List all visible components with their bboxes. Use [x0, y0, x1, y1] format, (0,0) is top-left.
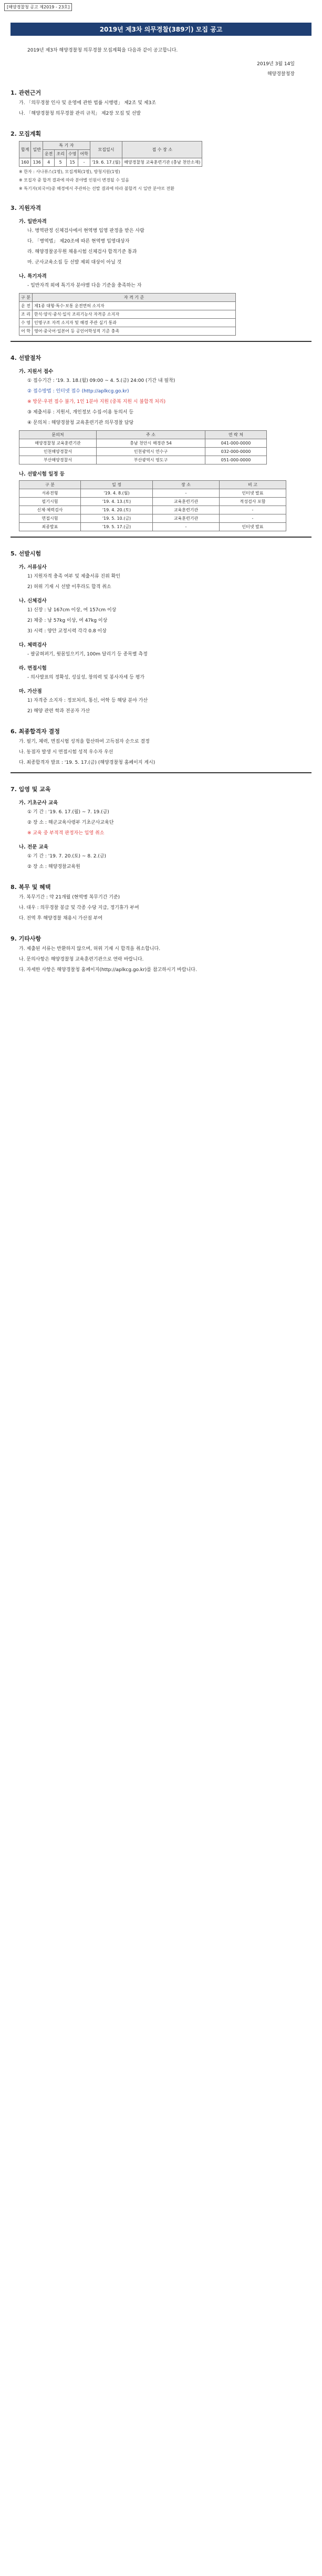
table-header: 주 소 [97, 431, 205, 439]
subsection-title: 나. 선발시험 일정 등 [19, 471, 65, 477]
list-item: 가. 제출된 서류는 반환하지 않으며, 허위 기재 시 합격을 취소합니다. [19, 946, 161, 952]
list-item: 가. 「의무경찰 인사 및 운영에 관한 법률 시행령」 제2조 및 제3조 [19, 100, 156, 106]
section-title: 3. 지원자격 [11, 205, 41, 211]
list-item: 다. 「병역법」 제20조에 따른 현역병 입영대상자 [27, 239, 130, 244]
table-row [19, 489, 286, 498]
table-cell: 인터넷 발표 [220, 523, 286, 531]
section-title: 9. 기타사항 [11, 935, 41, 942]
table-header: 일반 [31, 142, 43, 158]
table-header: 수영 [66, 150, 78, 158]
table-header: 특 기 자 [43, 142, 90, 150]
subsection-title: 다. 체력검사 [19, 642, 47, 648]
notice-number: [해양경찰청 공고 제2019 - 23호] [4, 3, 72, 11]
section-title: 2. 모집계획 [11, 130, 41, 137]
list-item: 마. 군사교육소집 등 선발 제외 대상이 아닐 것 [27, 260, 122, 265]
divider [11, 772, 311, 773]
list-item: ① 기 간 : '19. 7. 20.(토) ~ 8. 2.(금) [27, 854, 107, 859]
table-cell: 4 [43, 158, 54, 167]
list-item: ※ 교육 중 부적격 판정자는 입영 취소 [27, 831, 105, 836]
table-header: 비 고 [220, 481, 286, 489]
table-cell: 051-000-0000 [205, 456, 267, 464]
list-item: ① 접수기간 : '19. 3. 18.(월) 09:00 ~ 4. 5.(금) 24:00 (기간 내 필착) [27, 378, 175, 383]
table-cell: 한식·양식·중식·일식 조리기능사 자격증 소지자 [33, 310, 236, 319]
table-cell: 교육훈련기관 [153, 506, 220, 514]
section-title: 1. 관련근거 [11, 89, 41, 96]
table-row [19, 448, 267, 456]
list-item: 다. 최종합격자 발표 : '19. 5. 17.(금) (해양경찰청 홈페이지 게시) [19, 760, 155, 765]
subsection-title: 가. 지원서 접수 [19, 369, 54, 375]
table-cell: 부산광역시 영도구 [97, 456, 205, 464]
list-item: ② 장 소 : 해양경찰교육원 [27, 864, 80, 870]
list-item: ① 기 간 : '19. 6. 17.(월) ~ 7. 19.(금) [27, 810, 109, 815]
table-cell: 5 [55, 158, 66, 167]
table-header: 구 분 [19, 481, 81, 489]
subsection-title: 마. 가산점 [19, 689, 42, 694]
list-item: 1) 신장 : 남 167cm 이상, 여 157cm 이상 [27, 608, 117, 613]
table-cell: 서류전형 [19, 489, 81, 498]
table-cell: 032-000-0000 [205, 448, 267, 456]
list-item: 다. 전역 후 해양경찰 채용시 가산점 부여 [19, 916, 103, 921]
list-item: 2) 허위 기재 시 선발 이후라도 합격 취소 [27, 584, 111, 590]
table-cell: 적성검사 포함 [220, 498, 286, 506]
table-cell: - [78, 158, 90, 167]
table-header: 구 분 [19, 294, 33, 302]
table-cell: 충남 천안시 해경관 54 [97, 439, 205, 448]
divider [11, 537, 311, 538]
table-cell: 160 [19, 158, 31, 167]
schedule-table [19, 480, 286, 531]
table-row [19, 514, 286, 523]
table-header: 어학 [78, 150, 90, 158]
subsection-title: 라. 면접시험 [19, 665, 47, 671]
subsection-title: 나. 신체검사 [19, 598, 47, 604]
list-item: - 의사발표의 정확성, 성실성, 창의력 및 봉사자세 등 평가 [27, 675, 145, 680]
list-item: - 팔굽혀펴기, 윗몸일으키기, 100m 달리기 등 종목별 측정 [27, 652, 148, 657]
table-cell: 041-000-0000 [205, 439, 267, 448]
notice-date: 2019년 3월 14일 [257, 62, 295, 67]
table-cell: 136 [31, 158, 43, 167]
section-title: 5. 선발시험 [11, 550, 41, 557]
table-cell: '19. 5. 10.(금) [81, 514, 153, 523]
table-header: 합계 [19, 142, 31, 158]
table-cell: - [220, 514, 286, 523]
list-item: 나. 문의사항은 해양경찰청 교육훈련기관으로 연락 바랍니다. [19, 957, 144, 962]
table-cell: '19. 6. 17.(월) [90, 158, 122, 167]
table-cell: 최종발표 [19, 523, 81, 531]
table-cell: 어 학 [19, 327, 33, 336]
table-cell: - [153, 489, 220, 498]
list-item: 2) 해양 관련 학과 전공자 가산 [27, 709, 90, 714]
list-item: 나. 동점자 발생 시 면접시험 성적 우수자 우선 [19, 750, 113, 755]
table-header: 장 소 [153, 481, 220, 489]
table-header: 연 락 처 [205, 431, 267, 439]
table-cell: 운 전 [19, 302, 33, 310]
note: ※ 한자 : 사나뷰스(1명), 모집계획(1명), 방청지원(1명) [19, 169, 120, 174]
section-title: 6. 최종합격자 결정 [11, 728, 60, 735]
list-item: 나. 병역판정 신체검사에서 현역병 입영 판정을 받은 사람 [27, 228, 144, 234]
list-item: 나. 대우 : 의무경찰 봉급 및 각종 수당 지급, 정기휴가 부여 [19, 905, 139, 911]
list-item: ④ 문의처 : 해양경찰청 교육훈련기관 의무경찰 담당 [27, 420, 134, 426]
table-header: 운전 [43, 150, 54, 158]
table-row [19, 310, 236, 319]
table-row [19, 523, 286, 531]
list-item: - 일반자격 외에 특기자 분야별 다음 기준을 충족하는 자 [27, 283, 142, 288]
special-qualification-table [19, 293, 236, 336]
table-row [19, 498, 286, 506]
table-row [19, 302, 236, 310]
table-cell: 신체·체력검사 [19, 506, 81, 514]
subsection-title: 가. 서류심사 [19, 564, 47, 570]
list-item: 3) 시력 : 양안 교정시력 각각 0.8 이상 [27, 629, 107, 634]
table-cell: 조 리 [19, 310, 33, 319]
list-item: ② 장 소 : 해군교육사령부 기초군사교육단 [27, 820, 114, 825]
table-cell: 인터넷 발표 [220, 489, 286, 498]
page-title: 2019년 제3차 의무경찰(389기) 모집 공고 [11, 23, 311, 36]
table-row [19, 439, 267, 448]
table-header: 자 격 기 준 [33, 294, 236, 302]
table-cell: 영어·중국어·일본어 등 공인어학성적 기준 충족 [33, 327, 236, 336]
recruit-table [19, 141, 202, 167]
list-item: 가. 필기, 체력, 면접시험 성적을 합산하여 고득점자 순으로 결정 [19, 739, 150, 744]
table-cell: 수 영 [19, 319, 33, 327]
note: ※ 모집자 중 합격 결과에 따라 분야별 인원이 변경될 수 있음 [19, 178, 129, 183]
table-cell: '19. 5. 17.(금) [81, 523, 153, 531]
list-item: 1) 자격증 소지자 : 정보처리, 통신, 어학 등 해당 분야 가산 [27, 698, 148, 703]
table-cell: 인명구조 자격 소지자 및 해경 주관 실기 통과 [33, 319, 236, 327]
table-header: 모집일시 [90, 142, 122, 158]
list-item: 라. 해양경찰공무원 채용시험 신체검사 합격기준 통과 [27, 249, 137, 255]
table-row [19, 158, 202, 167]
subsection-title: 가. 기초군사 교육 [19, 800, 58, 806]
table-cell: 인천해양경찰서 [19, 448, 97, 456]
table-cell: 해양경찰청 교육훈련기관 [19, 439, 97, 448]
table-row [19, 319, 236, 327]
table-cell: 제1종 대형·특수·보통 운전면허 소지자 [33, 302, 236, 310]
table-header: 접 수 장 소 [122, 142, 202, 158]
table-cell: '19. 4. 20.(토) [81, 506, 153, 514]
section-title: 7. 입영 및 교육 [11, 786, 51, 793]
table-cell: 인천광역시 연수구 [97, 448, 205, 456]
table-header: 일 정 [81, 481, 153, 489]
table-row [19, 327, 236, 336]
list-item: 1) 지원자격 충족 여부 및 제출서류 진위 확인 [27, 574, 121, 579]
table-cell: - [153, 523, 220, 531]
subsection-title: 나. 전문 교육 [19, 844, 49, 850]
contact-table [19, 430, 267, 464]
list-item: 가. 복무기간 : 약 21개월 (현역병 복무기간 기준) [19, 895, 120, 900]
table-cell: 면접시험 [19, 514, 81, 523]
list-item: 다. 자세한 사항은 해양경찰청 홈페이지(http://aplkcg.go.kr)를 참고하시기 바랍니다. [19, 967, 197, 973]
list-item: ② 접수방법 : 인터넷 접수 (http://aplkcg.go.kr) [27, 389, 129, 394]
list-item: ※ 방문·우편 접수 불가, 1인 1분야 지원 (중복 지원 시 불합격 처리) [27, 399, 166, 405]
list-item: ③ 제출서류 : 지원서, 개인정보 수집·이용 동의서 등 [27, 410, 134, 415]
list-item: 나. 「해양경찰청 의무경찰 관리 규칙」 제2장 모집 및 선발 [19, 111, 141, 116]
note: ※ 특기자(외국어)중 해경에서 주관하는 선발 결과에 따라 불합격 시 일반 분야로 전환 [19, 186, 174, 191]
table-cell: 15 [66, 158, 78, 167]
subsection-title: 나. 특기자격 [19, 274, 47, 279]
section-title: 4. 선발절차 [11, 355, 41, 361]
table-header: 문의처 [19, 431, 97, 439]
table-cell: 교육훈련기관 [153, 514, 220, 523]
list-item: 2) 체중 : 남 57kg 이상, 여 47kg 이상 [27, 618, 108, 623]
table-cell: 필기시험 [19, 498, 81, 506]
intro-text: 2019년 제3차 해양경찰청 의무경찰 모집계획을 다음과 같이 공고합니다. [27, 48, 178, 53]
subsection-title: 가. 일반자격 [19, 219, 47, 225]
table-cell: 해양경찰청 교육훈련기관 (충남 천안소재) [122, 158, 202, 167]
table-cell: 교육훈련기관 [153, 498, 220, 506]
section-title: 8. 복무 및 혜택 [11, 884, 51, 891]
table-header: 조리 [55, 150, 66, 158]
issuing-org: 해양경찰청장 [267, 72, 295, 77]
table-row [19, 506, 286, 514]
table-cell: - [220, 506, 286, 514]
table-cell: 부산해양경찰서 [19, 456, 97, 464]
divider [11, 341, 311, 342]
table-cell: '19. 4. 13.(토) [81, 498, 153, 506]
table-row [19, 456, 267, 464]
table-cell: '19. 4. 8.(월) [81, 489, 153, 498]
